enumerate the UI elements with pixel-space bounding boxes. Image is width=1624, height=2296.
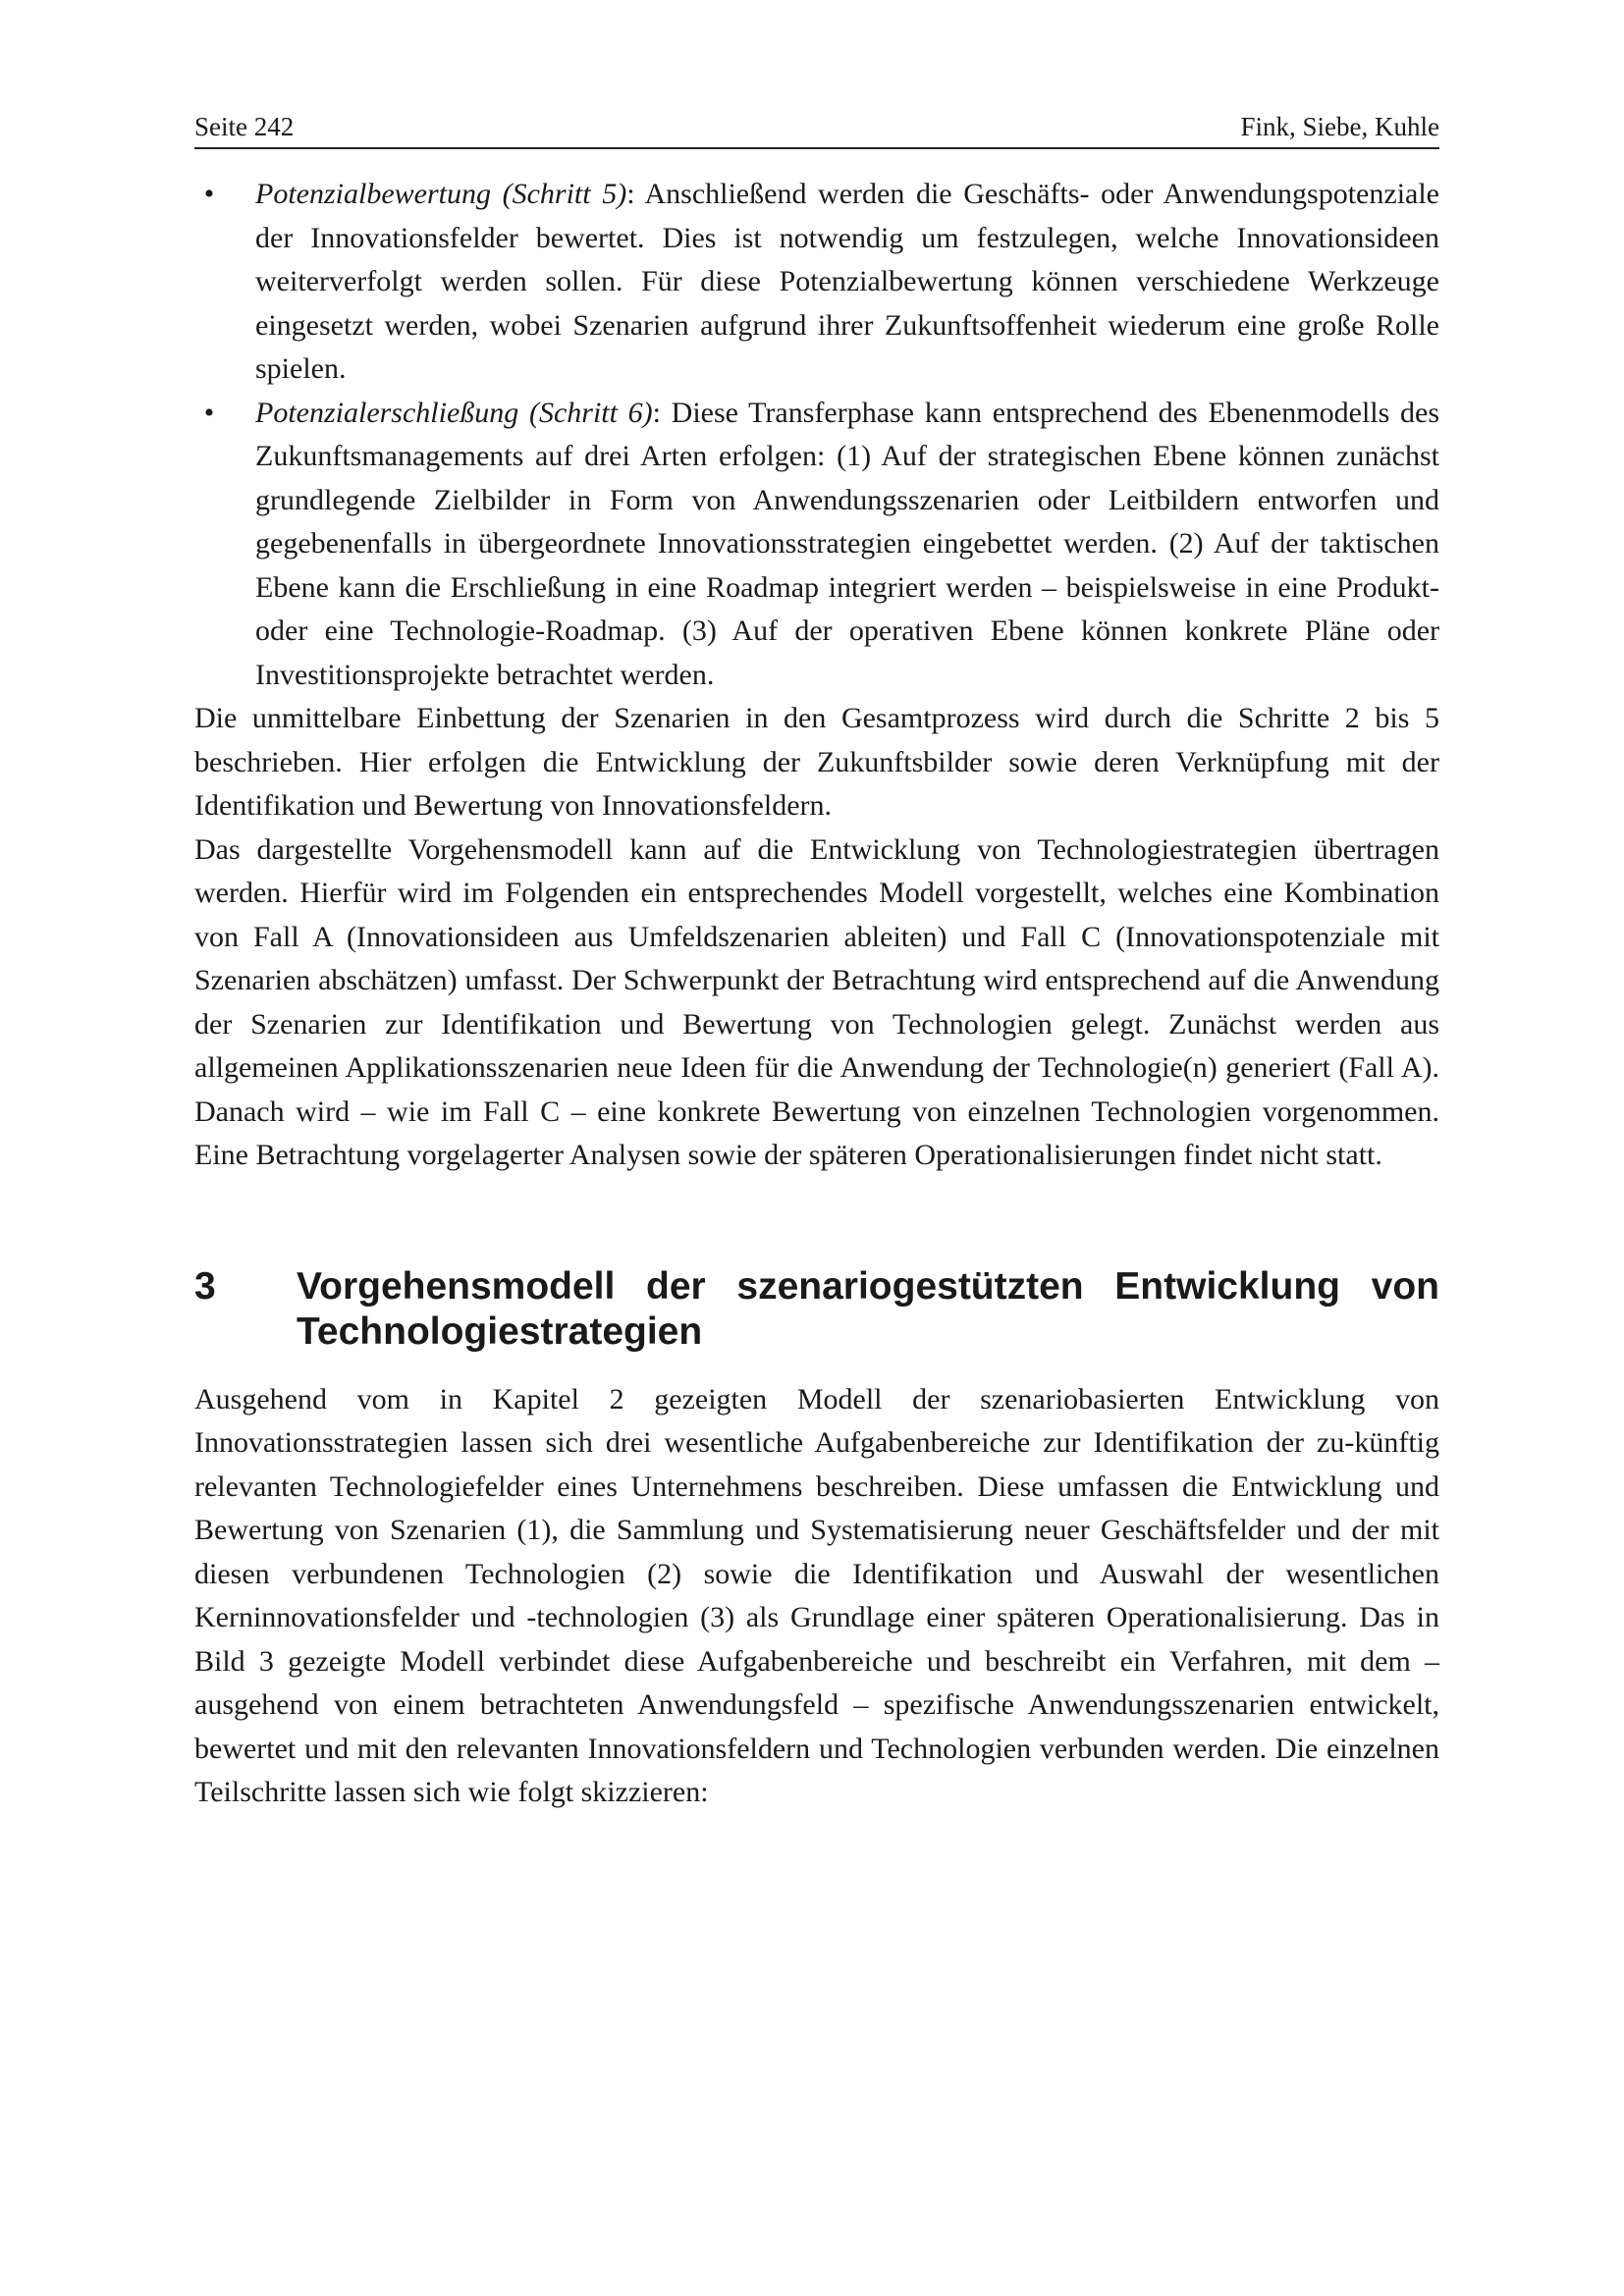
section-title: Vorgehensmodell der szenariogestützten Entwicklung von Technologiestrategien — [297, 1264, 1439, 1353]
bullet-title: Potenzialerschließung (Schritt 6) — [255, 396, 653, 429]
body-paragraph: Das dargestellte Vorgehensmodell kann auf die Entwicklung von Technologiestrategien übertragen werden. Hierfür wird im Folgenden ein entsprechendes Modell vorgestellt, welches eine Kombination von Fall A (Innovationsideen aus Umfeldszenarien ableiten) und Fall C (Innovationspotenziale mit Szenarien abschätzen) umfasst. Der Schwerpunkt der Betrachtung wird entsprechend auf die Anwendung der Szenarien zur Identifikation und Bewertung von Technologien gelegt. Zunächst werden aus allgemeinen Applikationsszenarien neue Ideen für die Anwendung der Technologie(n) generiert (Fall A). Danach wird – wie im Fall C – eine konkrete Bewertung von einzelnen Technologien vorgenommen. Eine Betrachtung vorgelagerter Analysen sowie der späteren Operationalisierungen findet nicht statt. — [194, 832, 1439, 1171]
section-heading — [194, 1264, 1439, 1355]
bullet-icon: • — [203, 396, 215, 429]
bullet-icon: • — [203, 178, 215, 210]
running-header — [194, 110, 1439, 149]
page-number-label: Seite 242 — [194, 112, 295, 141]
bullet-text: : Anschließend werden die Geschäfts- oder Anwendungspotenziale der Innovationsfelder bewertet. Dies ist notwendig um festzulegen, welche Innovationsideen weiterverfolgt werden sollen. Für diese Potenzialbewertung können verschiedene Werkzeuge eingesetzt werden, wobei Szenarien aufgrund ihrer Zukunftsoffenheit wiederum eine große Rolle spielen. — [255, 178, 1439, 385]
authors-label: Fink, Siebe, Kuhle — [1240, 112, 1439, 141]
body-paragraph: Ausgehend vom in Kapitel 2 gezeigten Modell der szenariobasierten Entwicklung von Innovationsstrategien lassen sich drei wesentliche Aufgabenbereiche zur Identifikation der zu-künftig relevanten Technologiefelder eines Unternehmens beschreiben. Diese umfassen die Entwicklung und Bewertung von Szenarien (1), die Sammlung und Systematisierung neuer Geschäftsfelder und der mit diesen verbundenen Technologien (2) sowie die Identifikation und Auswahl der wesentlichen Kerninnovationsfelder und -technologien (3) als Grundlage einer späteren Operationalisierung. Das in Bild 3 gezeigte Modell verbindet diese Aufgabenbereiche und beschreibt ein Verfahren, mit dem – ausgehend von einem betrachteten Anwendungsfeld – spezifische Anwendungsszenarien entwickelt, bewertet und mit den relevanten Innovationsfeldern und Technologien verbunden werden. Die einzelnen Teilschritte lassen sich wie folgt skizzieren: — [194, 1382, 1439, 1808]
bullet-item — [194, 392, 1439, 698]
bullet-title: Potenzialbewertung (Schritt 5) — [255, 178, 627, 210]
step-bullet-list — [194, 173, 1439, 697]
bullet-item — [194, 173, 1439, 392]
section-number: 3 — [194, 1264, 216, 1308]
document-page — [194, 110, 1439, 1815]
body-paragraph: Die unmittelbare Einbettung der Szenarien in den Gesamtprozess wird durch die Schritte 2 bis 5 beschrieben. Hier erfolgen die Entwicklung der Zukunftsbilder sowie deren Verknüpfung mit der Identifikation und Bewertung von Innovationsfeldern. — [194, 702, 1439, 822]
bullet-text: : Diese Transferphase kann entsprechend des Ebenenmodells des Zukunftsmanagements auf drei Arten erfolgen: (1) Auf der strategischen Ebene können zunächst grundlegende Zielbilder in Form von Anwendungsszenarien oder Leitbildern entworfen und gegebenenfalls in übergeordnete Innovationsstrategien eingebettet werden. (2) Auf der taktischen Ebene kann die Erschließung in eine Roadmap integriert werden – beispielsweise in eine Produkt- oder eine Technologie-Roadmap. (3) Auf der operativen Ebene können konkrete Pläne oder Investitionsprojekte betrachtet werden. — [255, 396, 1439, 691]
